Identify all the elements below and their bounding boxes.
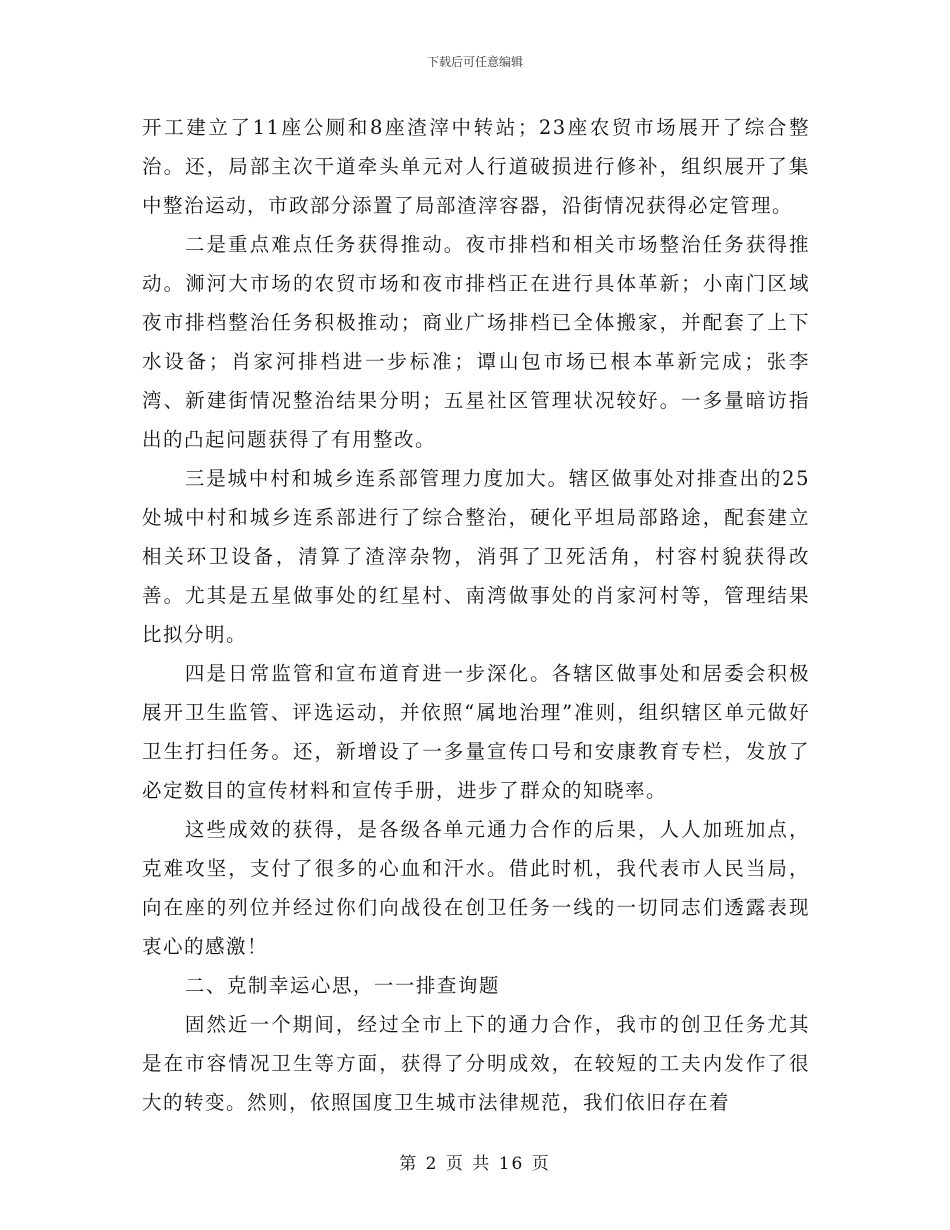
page-header: 下载后可任意编辑 (426, 55, 523, 69)
paragraph-urban-villages: 三是城中村和城乡连系部管理力度加大。辖区做事处对排查出的25处城中村和城乡连系部进行了综合整治，硬化平坦局部路途，配套建立相关环卫设备，清算了渣滓杂物，消弭了卫死活角，村容村貌获得改善。尤其是五星做事处的红星村、南湾做事处的肖家河村等，管理结果比拟分明。 (142, 467, 810, 646)
page-number: 第 2 页 共 16 页 (399, 1154, 551, 1174)
section-heading: 二、克制幸运心思，一一排查询题 (184, 974, 500, 997)
document-body (142, 108, 810, 1122)
paragraph-problems: 固然近一个期间，经过全市上下的通力合作，我市的创卫任务尤其是在市容情况卫生等方面，获得了分明成效，在较短的工夫内发作了很大的转变。然则，依照国度卫生城市法律规范，我们依旧存在着 (142, 1013, 810, 1114)
paragraph-key-tasks: 二是重点难点任务获得推动。夜市排档和相关市场整治任务获得推动。浉河大市场的农贸市场和夜市排档正在进行具体革新；小南门区域夜市排档整治任务积极推动；商业广场排档已全体搬家，并配套了上下水设备；肖家河排档进一步标准；谭山包市场已根本革新完成；张李湾、新建街情况整治结果分明；五星社区管理状况较好。一多量暗访指出的凸起问题获得了有用整改。 (142, 233, 810, 451)
paragraph-continuation: 开工建立了11座公厕和8座渣滓中转站；23座农贸市场展开了综合整治。还，局部主次干道牵头单元对人行道破损进行修补，组织展开了集中整治运动，市政部分添置了局部渣滓容器，沿街情况获得必定管理。 (142, 116, 810, 217)
paragraph-supervision: 四是日常监管和宣布道育进一步深化。各辖区做事处和居委会积极展开卫生监管、评选运动，并依照“属地治理”准则，组织辖区单元做好卫生打扫任务。还，新增设了一多量宣传口号和安康教育专栏，发放了必定数目的宣传材料和宣传手册，进步了群众的知晓率。 (142, 662, 810, 802)
paragraph-thanks: 这些成效的获得，是各级各单元通力合作的后果，人人加班加点，克难攻坚，支付了很多的心血和汗水。借此时机，我代表市人民当局，向在座的列位并经过你们向战役在创卫任务一线的一切同志们透露表现衷心的感激！ (142, 818, 810, 958)
